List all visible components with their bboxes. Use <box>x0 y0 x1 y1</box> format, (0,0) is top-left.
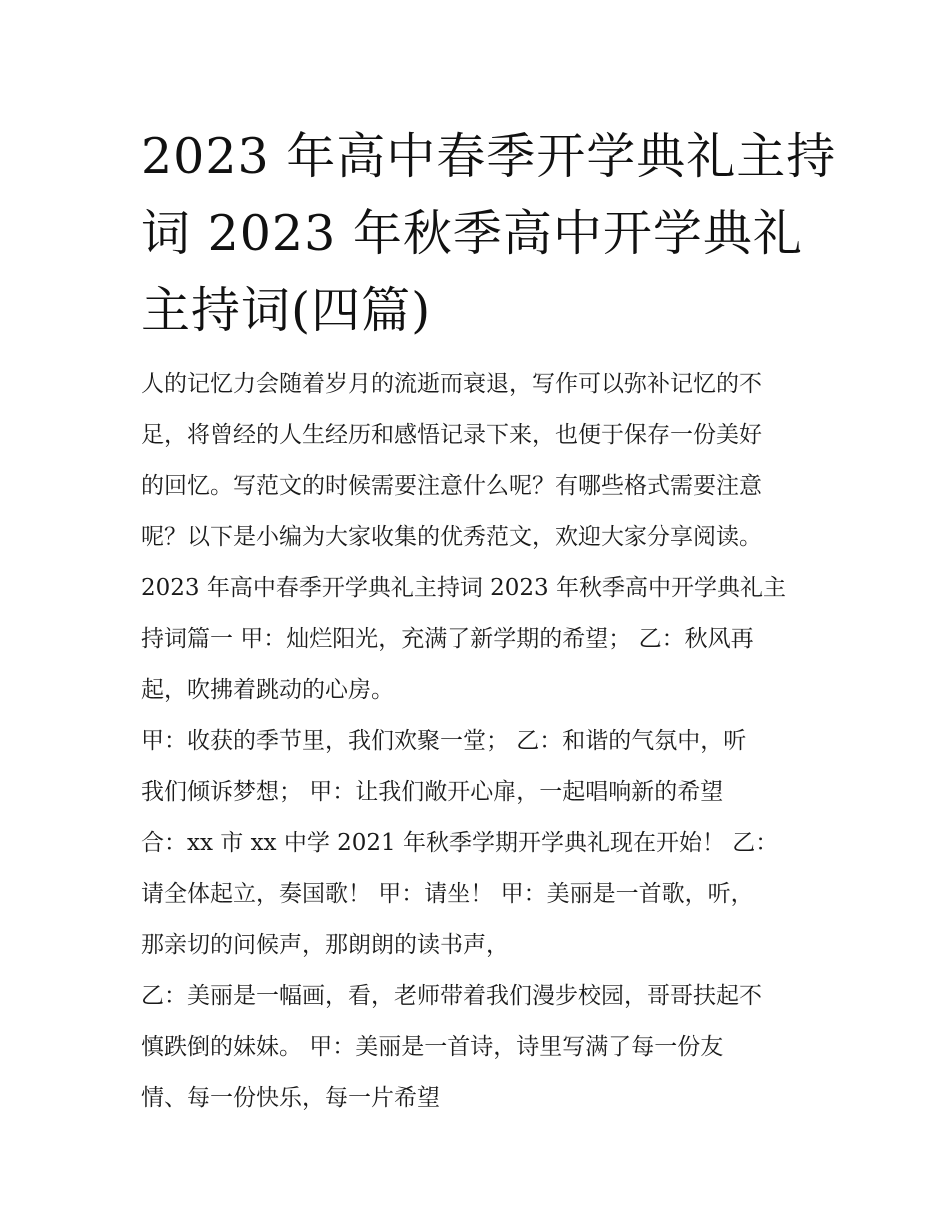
body-line: 那亲切的问候声，那朗朗的读书声， <box>141 932 509 958</box>
body-line: 足，将曾经的人生经历和感悟记录下来，也便于保存一份美好 <box>141 422 762 448</box>
body-line: 慎跌倒的妹妹。 甲：美丽是一首诗，诗里写满了每一份友 <box>141 1034 724 1060</box>
document-title <box>141 118 837 349</box>
title-line: 2023 年高中春季开学典礼主持 <box>141 128 837 185</box>
body-line: 2023 年高中春季开学典礼主持词 2023 年秋季高中开学典礼主 <box>141 575 786 601</box>
body-line: 乙：美丽是一幅画，看，老师带着我们漫步校园，哥哥扶起不 <box>141 983 762 1009</box>
body-line: 呢？以下是小编为大家收集的优秀范文，欢迎大家分享阅读。 <box>141 524 762 550</box>
body-line: 的回忆。写范文的时候需要注意什么呢？有哪些格式需要注意 <box>141 473 762 499</box>
body-line: 甲：收获的季节里，我们欢聚一堂； 乙：和谐的气氛中，听 <box>141 728 747 754</box>
body-line: 起，吹拂着跳动的心房。 <box>141 677 394 703</box>
body-line: 持词篇一 甲：灿烂阳光，充满了新学期的希望； 乙：秋风再 <box>141 626 754 652</box>
document-page <box>141 118 837 1124</box>
body-line: 情、每一份快乐，每一片希望 <box>141 1085 440 1111</box>
body-line: 合：xx 市 xx 中学 2021 年秋季学期开学典礼现在开始！ 乙： <box>141 830 779 856</box>
body-line: 我们倾诉梦想； 甲：让我们敞开心扉，一起唱响新的希望 <box>141 779 724 805</box>
title-line: 主持词(四篇) <box>141 282 432 339</box>
title-line: 词 2023 年秋季高中开学典礼 <box>141 205 803 262</box>
document-body <box>141 359 813 1124</box>
body-line: 人的记忆力会随着岁月的流逝而衰退，写作可以弥补记忆的不 <box>141 371 762 397</box>
body-line: 请全体起立，奏国歌！ 甲：请坐！ 甲：美丽是一首歌，听， <box>141 881 754 907</box>
